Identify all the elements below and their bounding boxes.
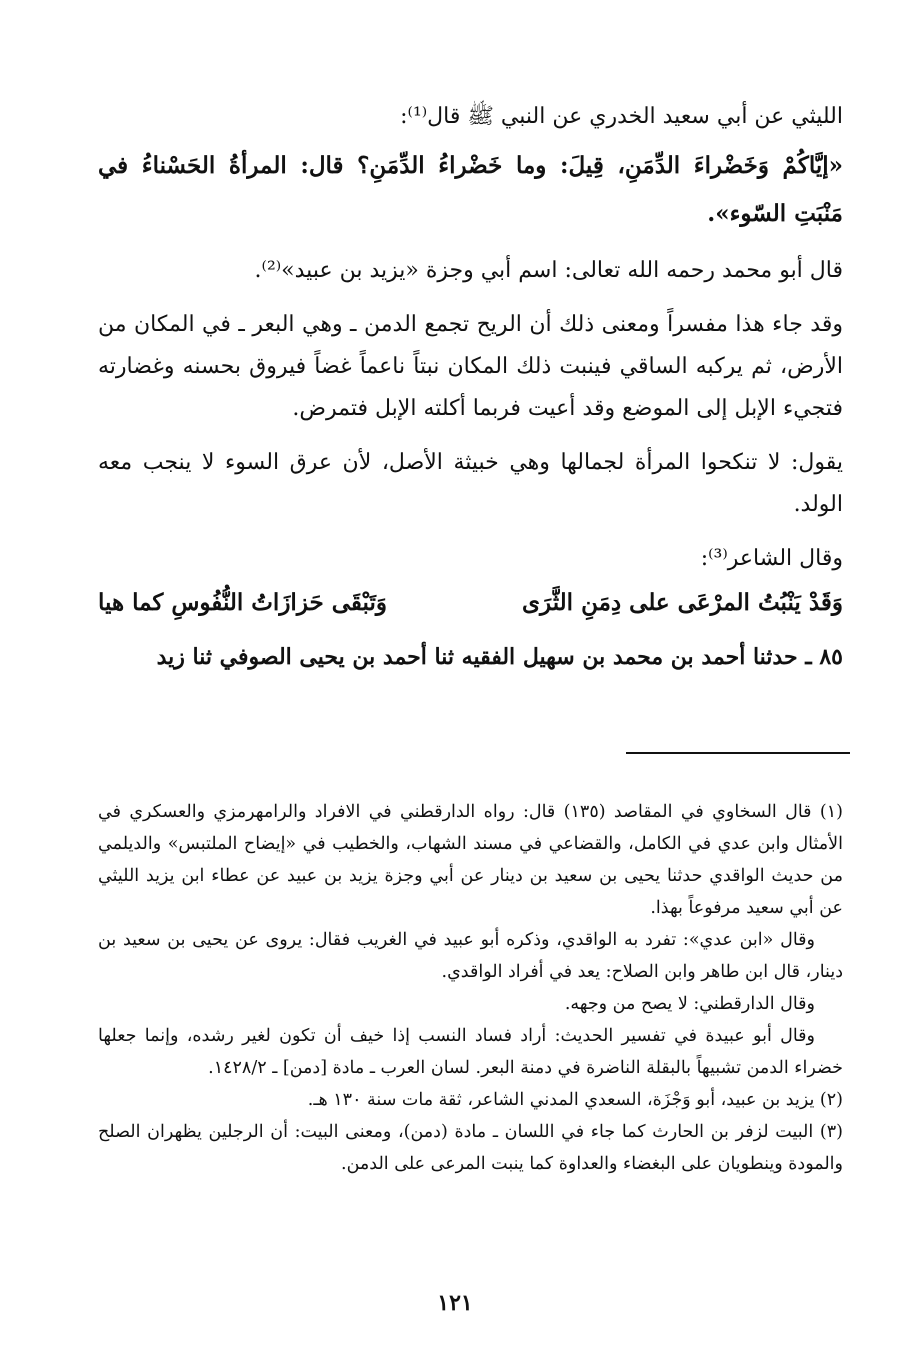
footnote-1-abu-ubayda: وقال أبو عبيدة في تفسير الحديث: أراد فساد النسب إذا خيف أن تكون لغير رشده، وإنما جعلها خضراء الدمن تشبيهاً بالبقلة الناضرة في دمنة البعر. لسان العرب ـ مادة [دمن] ـ ١٤٢٨/٢. (98, 1026, 843, 1078)
hadith-text: «إيَّاكُمْ وَخَضْراءَ الدِّمَنِ، قِيلَ: وما خَضْراءُ الدِّمَنِ؟ قال: المرأةُ الحَسْناءُ في مَنْبَتِ السّوء». (98, 152, 843, 227)
page-number: ١٢١ (437, 1290, 473, 1316)
main-text (98, 96, 843, 678)
footnote-1: (١) قال السخاوي في المقاصد (١٣٥) قال: رواه الدارقطني في الافراد والرامهرمزي والعسكري في الأمثال وابن عدي في الكامل، والقضاعي في مسند الشهاب، والخطيب في «إيضاح الملتبس» والديلمي من حديث الواقدي حدثنا يحيى بن سعيد بن دينار عن أبي وجزة يزيد بن عبيد عن عطاء ابن يزيد الليثي عن أبي سعيد مرفوعاً بهذا. (98, 802, 843, 918)
intro-line: الليثي عن أبي سعيد الخدري عن النبي ﷺ قال⁽¹⁾: (400, 104, 843, 129)
explanation-paragraph: وقد جاء هذا مفسراً ومعنى ذلك أن الريح تجمع الدمن ـ وهي البعر ـ في المكان من الأرض، ثم يركبه الساقي فينبت ذلك المكان نبتاً ناعماً غضاً فيروق بحسنه وغضارته فتجيء الإبل إلى الموضع وقد أعيت فربما أكلته الإبل فتمرض. (98, 312, 843, 421)
verse-first-hemistich: وَقَدْ يَنْبُتُ المرْعَى على دِمَنِ الثَّرَى (522, 589, 843, 616)
footnote-1-ibn-adi: وقال «ابن عدي»: تفرد به الواقدي، وذكره أبو عبيد في الغريب فقال: يروى عن يحيى بن سعيد بن دينار، قال ابن طاهر وابن الصلاح: يعد في أفراد الواقدي. (98, 930, 843, 982)
footnote-2: (٢) يزيد بن عبيد، أبو وَجْزَة، السعدي المدني الشاعر، ثقة مات سنة ١٣٠ هـ. (307, 1090, 843, 1110)
footnotes (98, 796, 843, 1180)
verse-second-hemistich: وَتَبْقَى حَزازَاتُ النُّفُوسِ كما هيا (98, 589, 387, 616)
footnote-1-daraqutni: وقال الدارقطني: لا يصح من وجهه. (564, 994, 815, 1014)
footnote-3: (٣) البيت لزفر بن الحارث كما جاء في اللسان ـ مادة (دمن)، ومعنى البيت: أن الرجلين يظهران الصلح والمودة وينطويان على البغضاء والعداوة كما ينبت المرعى على الدمن. (98, 1122, 843, 1174)
saying-paragraph: يقول: لا تنكحوا المرأة لجمالها وهي خبيثة الأصل، لأن عرق السوء لا ينجب معه الولد. (98, 450, 843, 517)
footnote-separator (626, 752, 850, 754)
poet-intro: وقال الشاعر⁽³⁾: (700, 546, 843, 571)
abu-muhammad-note: قال أبو محمد رحمه الله تعالى: اسم أبي وجزة «يزيد بن عبيد»⁽²⁾. (254, 258, 843, 283)
narration-85: ٨٥ ـ حدثنا أحمد بن محمد بن سهيل الفقيه ثنا أحمد بن يحيى الصوفي ثنا زيد (156, 644, 843, 670)
poetry-verse (98, 582, 843, 624)
